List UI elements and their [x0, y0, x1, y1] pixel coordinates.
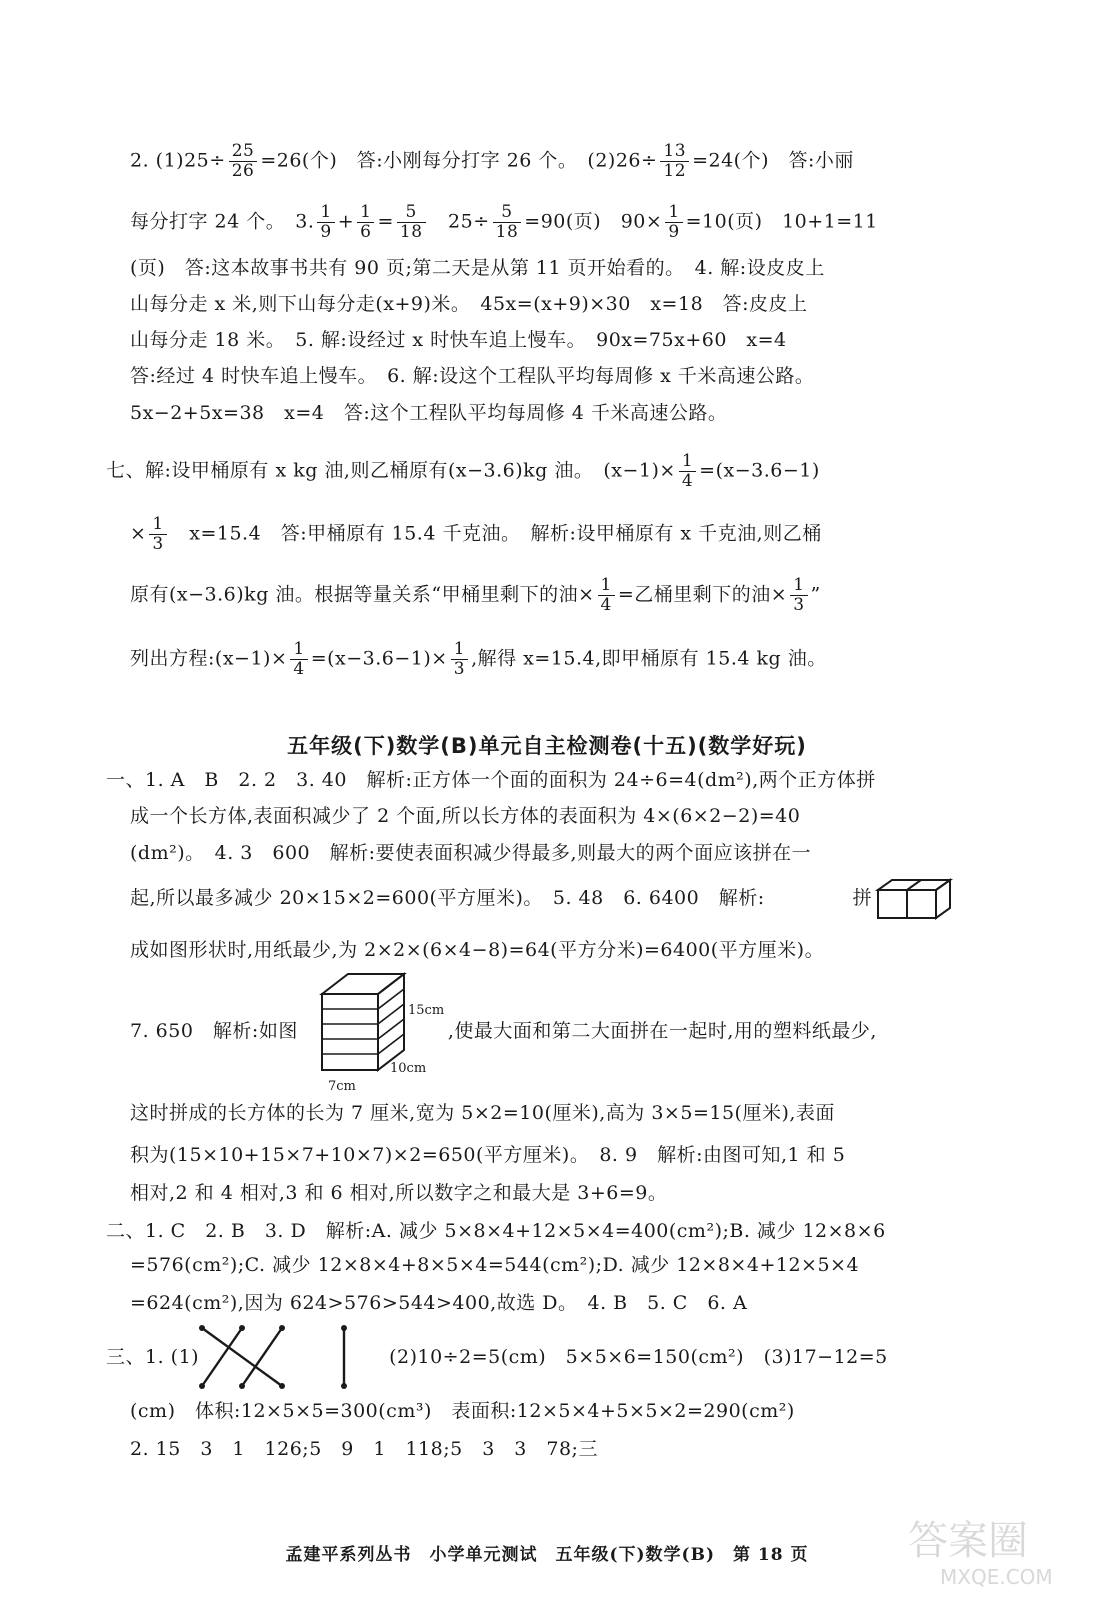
- answer-line-one-1: 一、1. A B 2. 2 3. 40 解析:正方体一个面的面积为 24÷6=4(dm²),两个正方体拼: [106, 769, 876, 791]
- fraction-1-4: $\frac{1}{4}$: [598, 576, 615, 615]
- fraction-13-12: $\frac{13}{12}$: [660, 142, 689, 181]
- fraction-1-4: $\frac{1}{4}$: [679, 452, 696, 491]
- fraction-5-18: $\frac{5}{18}$: [397, 203, 426, 242]
- fraction-1-9: $\frac{1}{9}$: [665, 203, 682, 242]
- fraction-1-3: $\frac{1}{3}$: [149, 515, 166, 554]
- height-label: 15cm: [408, 1003, 445, 1018]
- answer-line-one-6: 7. 650 解析:如图 ,使最大面和第二大面拼在一起时,用的塑料纸最少,: [130, 1020, 877, 1042]
- fraction-1-6: $\frac{1}{6}$: [357, 203, 374, 242]
- fraction-25-26: $\frac{25}{26}$: [229, 142, 258, 181]
- fraction-1-3: $\frac{1}{3}$: [451, 640, 468, 679]
- answer-line-seven-3: 原有(x−3.6)kg 油。根据等量关系“甲桶里剩下的油× $\frac{1}{4}$ =乙桶里剩下的油× $\frac{1}{3}$ ”: [130, 575, 821, 615]
- answer-line-one-8: 积为(15×10+15×7+10×7)×2=650(平方厘米)。 8. 9 解析:由图可知,1 和 5: [130, 1144, 846, 1166]
- answer-line-one-5: 成如图形状时,用纸最少,为 2×2×(6×4−8)=64(平方分米)=6400(平方厘米)。: [130, 939, 825, 961]
- answer-line-three-3: 2. 15 3 1 126;5 9 1 118;5 3 3 78;三: [130, 1438, 598, 1460]
- answer-line-one-7: 这时拼成的长方体的长为 7 厘米,宽为 5×2=10(厘米),高为 3×5=15(厘米),表面: [130, 1102, 835, 1124]
- answer-line-three-1: 三、1. (1) (2)10÷2=5(cm) 5×5×6=150(cm²) (3)17−12=5: [106, 1346, 888, 1368]
- text-segment: 2. (1)25÷: [130, 149, 226, 172]
- fraction-5-18: $\frac{5}{18}$: [493, 203, 522, 242]
- svg-text:答案圈: 答案圈: [908, 1518, 1028, 1564]
- stacked-cuboid-figure: [318, 966, 458, 1094]
- answer-line-seven-2: × $\frac{1}{3}$ x=15.4 答:甲桶原有 15.4 千克油。 解析:设甲桶原有 x 千克油,则乙桶: [130, 514, 822, 554]
- svg-text:MXQE.COM: MXQE.COM: [940, 1565, 1053, 1589]
- answer-line-one-9: 相对,2 和 4 相对,3 和 6 相对,所以数字之和最大是 3+6=9。: [130, 1182, 668, 1204]
- answer-line-3: 每分打字 24 个。 3. $\frac{1}{9}$ + $\frac{1}{6}$ = $\frac{5}{18}$ 25÷ $\frac{5}{18}$ =90(页) 90× $\frac{1}{9}$ =10(页) 10+1=11: [130, 202, 878, 242]
- answer-line-one-4: 起,所以最多减少 20×15×2=600(平方厘米)。 5. 48 6. 6400 解析: 拼: [130, 887, 873, 909]
- fraction-1-4: $\frac{1}{4}$: [290, 640, 307, 679]
- two-cuboid-figure: [874, 876, 960, 922]
- answer-line-three-2: (cm) 体积:12×5×5=300(cm³) 表面积:12×5×4+5×5×2=290(cm²): [130, 1400, 795, 1422]
- answer-line-2: [130, 142, 994, 181]
- text-segment: =26(个) 答:小刚每分打字 26 个。 (2)26÷: [260, 149, 658, 172]
- answer-line-seven: 七、解:设甲桶原有 x kg 油,则乙桶原有(x−3.6)kg 油。 (x−1)× $\frac{1}{4}$ =(x−3.6−1): [106, 451, 820, 491]
- answer-line-two-2: =576(cm²);C. 减少 12×8×4+8×5×4=544(cm²);D. 减少 12×8×4+12×5×4: [130, 1254, 860, 1276]
- text-segment: =24(个) 答:小丽: [692, 149, 854, 172]
- page-footer: 孟建平系列丛书 小学单元测试 五年级(下)数学(B) 第 18 页: [285, 1545, 809, 1565]
- answer-line-two-3: =624(cm²),因为 624>576>544>400,故选 D。 4. B 5. C 6. A: [130, 1292, 748, 1314]
- answer-line-5: 山每分走 x 米,则下山每分走(x+9)米。 45x=(x+9)×30 x=18 答:皮皮上: [130, 293, 808, 315]
- answer-line-seven-4: 列出方程:(x−1)× $\frac{1}{4}$ =(x−3.6−1)× $\frac{1}{3}$ ,解得 x=15.4,即甲桶原有 15.4 kg 油。: [130, 639, 827, 679]
- answer-line-two-1: 二、1. C 2. B 3. D 解析:A. 减少 5×8×4+12×5×4=400(cm²);B. 减少 12×8×6: [106, 1220, 886, 1242]
- answer-line-one-2: 成一个长方体,表面积减少了 2 个面,所以长方体的表面积为 4×(6×2−2)=40: [130, 805, 801, 827]
- watermark-logo: [900, 1508, 1080, 1590]
- section-title: 五年级(下)数学(B)单元自主检测卷(十五)(数学好玩): [287, 734, 807, 758]
- matching-lines-figure: [192, 1320, 358, 1396]
- fraction-1-9: $\frac{1}{9}$: [317, 203, 334, 242]
- fraction-1-3: $\frac{1}{3}$: [790, 576, 807, 615]
- answer-line-7: 答:经过 4 时快车追上慢车。 6. 解:设这个工程队平均每周修 x 千米高速公路。: [130, 365, 815, 387]
- answer-line-6: 山每分走 18 米。 5. 解:设经过 x 时快车追上慢车。 90x=75x+60 x=4: [130, 329, 787, 351]
- answer-line-4: (页) 答:这本故事书共有 90 页;第二天是从第 11 页开始看的。 4. 解:设皮皮上: [130, 257, 825, 279]
- width-label: 10cm: [390, 1061, 427, 1076]
- length-label: 7cm: [328, 1079, 356, 1094]
- answer-line-one-3: (dm²)。 4. 3 600 解析:要使表面积减少得最多,则最大的两个面应该拼在一: [130, 842, 812, 864]
- answer-line-8: 5x−2+5x=38 x=4 答:这个工程队平均每周修 4 千米高速公路。: [130, 402, 728, 424]
